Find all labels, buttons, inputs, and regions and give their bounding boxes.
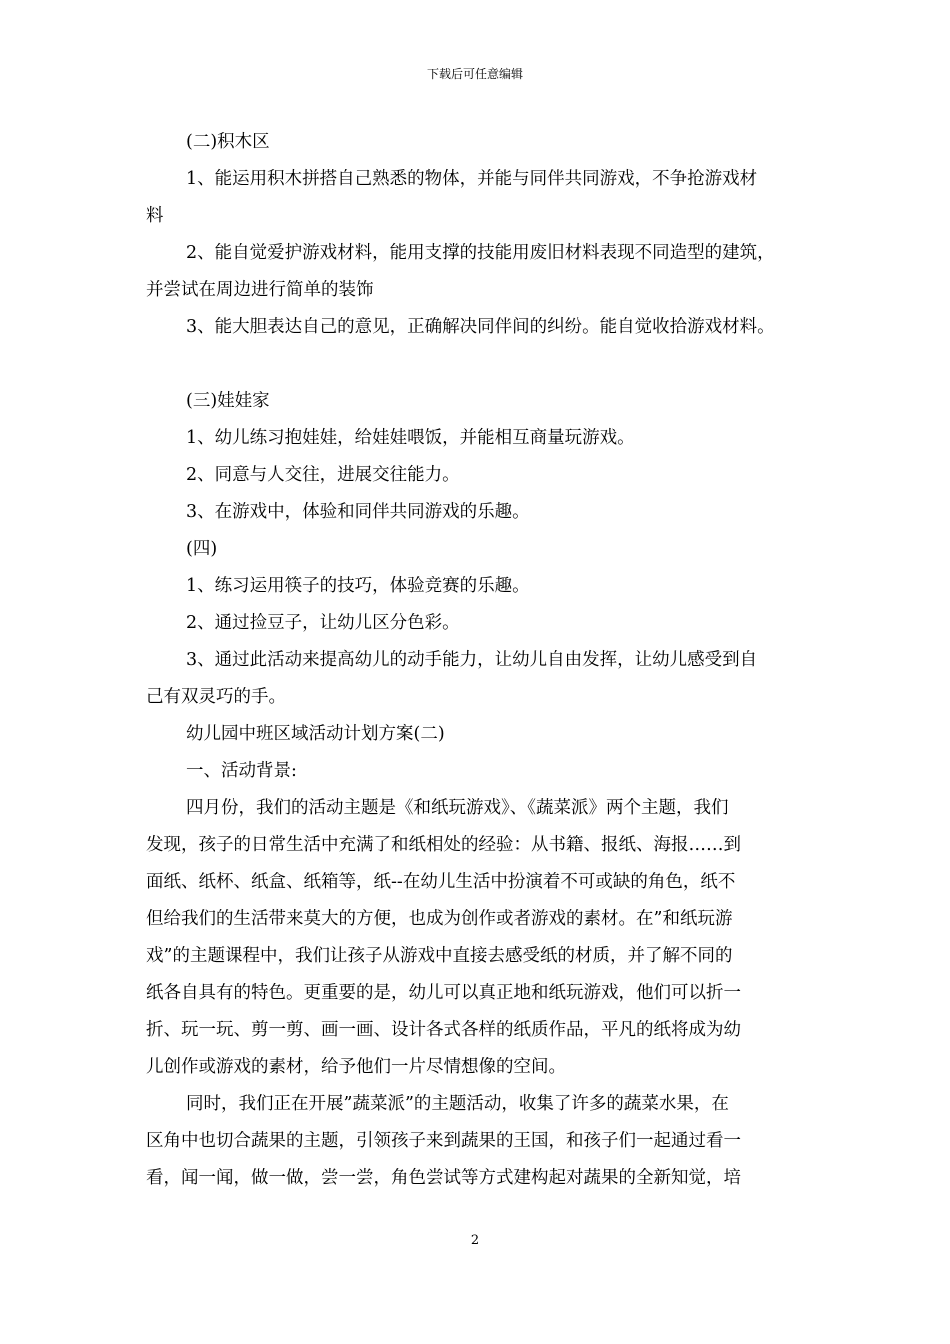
paragraph-line: 纸各自具有的特色。更重要的是，幼儿可以真正地和纸玩游戏，他们可以折一 bbox=[146, 983, 741, 1003]
paragraph-line: 3、通过此活动来提高幼儿的动手能力，让幼儿自由发挥，让幼儿感受到自 bbox=[186, 650, 758, 670]
paragraph-line: 1、能运用积木拼搭自己熟悉的物体，并能与同伴共同游戏，不争抢游戏材 bbox=[186, 169, 758, 189]
section-heading-doll-house: (三)娃娃家 bbox=[186, 391, 270, 411]
page-number: 2 bbox=[470, 1233, 480, 1248]
paragraph-line: 四月份，我们的活动主题是《和纸玩游戏》、《蔬菜派》两个主题，我们 bbox=[186, 798, 729, 818]
section-heading-blocks: (二)积木区 bbox=[186, 132, 270, 152]
paragraph-line: 戏”的主题课程中，我们让孩子从游戏中直接去感受纸的材质，并了解不同的 bbox=[146, 946, 733, 966]
paragraph-line: 1、练习运用筷子的技巧，体验竞赛的乐趣。 bbox=[186, 576, 530, 596]
paragraph-line: 同时，我们正在开展”蔬菜派”的主题活动，收集了许多的蔬菜水果，在 bbox=[186, 1094, 729, 1114]
paragraph-line: 并尝试在周边进行简单的装饰 bbox=[146, 280, 374, 300]
paragraph-line: 3、能大胆表达自己的意见，正确解决同伴间的纠纷。能自觉收拾游戏材料。 bbox=[186, 317, 775, 337]
paragraph-line: 看，闻一闻，做一做，尝一尝，角色尝试等方式建构起对蔬果的全新知觉，培 bbox=[146, 1168, 741, 1188]
section-heading-background: 一、活动背景: bbox=[186, 761, 297, 781]
paragraph-line: 发现，孩子的日常生活中充满了和纸相处的经验：从书籍、报纸、海报……到 bbox=[146, 835, 741, 855]
paragraph-line: 己有双灵巧的手。 bbox=[146, 687, 286, 707]
paragraph-line: 面纸、纸杯、纸盒、纸箱等，纸--在幼儿生活中扮演着不可或缺的角色，纸不 bbox=[146, 872, 736, 892]
page-header: 下载后可任意编辑 bbox=[426, 67, 523, 81]
paragraph-line: 料 bbox=[146, 206, 164, 226]
document-subtitle: 幼儿园中班区域活动计划方案(二) bbox=[186, 724, 445, 744]
paragraph-line: 2、同意与人交往，进展交往能力。 bbox=[186, 465, 460, 485]
blank-line bbox=[146, 346, 822, 383]
paragraph-line: 折、玩一玩、剪一剪、画一画、设计各式各样的纸质作品，平凡的纸将成为幼 bbox=[146, 1020, 741, 1040]
paragraph-line: 2、能自觉爱护游戏材料，能用支撑的技能用废旧材料表现不同造型的建筑， bbox=[186, 243, 775, 263]
paragraph-line: 3、在游戏中，体验和同伴共同游戏的乐趣。 bbox=[186, 502, 530, 522]
paragraph-line: 儿创作或游戏的素材，给予他们一片尽情想像的空间。 bbox=[146, 1057, 566, 1077]
section-heading-four: (四) bbox=[186, 539, 218, 559]
document-body bbox=[146, 124, 822, 1197]
paragraph-line: 区角中也切合蔬果的主题，引领孩子来到蔬果的王国，和孩子们一起通过看一 bbox=[146, 1131, 741, 1151]
paragraph-line: 但给我们的生活带来莫大的方便，也成为创作或者游戏的素材。在”和纸玩游 bbox=[146, 909, 733, 929]
paragraph-line: 1、幼儿练习抱娃娃，给娃娃喂饭，并能相互商量玩游戏。 bbox=[186, 428, 635, 448]
paragraph-line: 2、通过捡豆子，让幼儿区分色彩。 bbox=[186, 613, 460, 633]
